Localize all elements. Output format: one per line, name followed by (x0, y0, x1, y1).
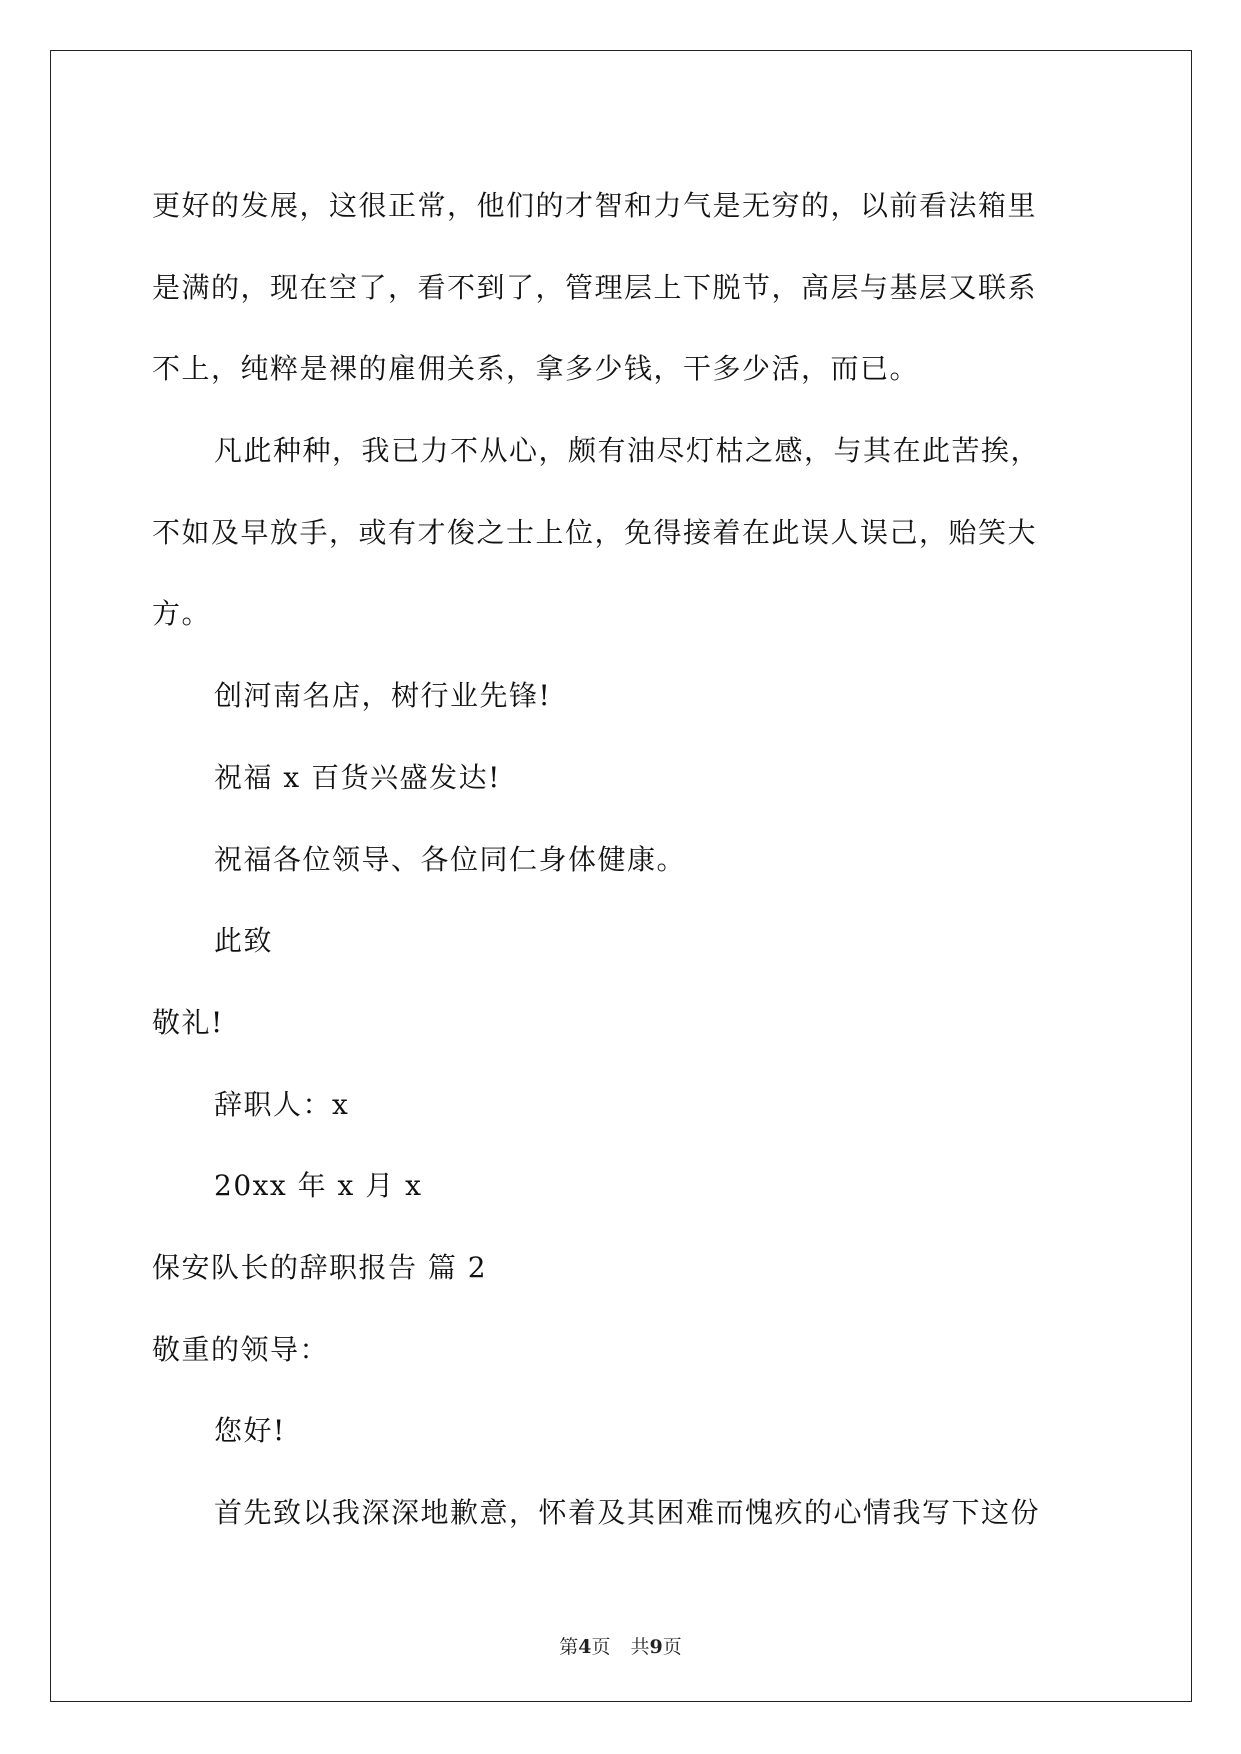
text-line: 不上，纯粹是裸的雇佣关系，拿多少钱，干多少活，而已。 (152, 352, 920, 386)
closing-salutation: 敬礼! (152, 1005, 224, 1039)
page-footer (0, 1632, 1241, 1659)
signature-date: 20xx 年 x 月 x (214, 1169, 423, 1203)
signature-name: 辞职人：x (214, 1087, 350, 1121)
text-line: 不如及早放手，或有才俊之士上位，免得接着在此误人误己，贻笑大 (152, 515, 1038, 549)
text-line: 首先致以我深深地歉意，怀着及其困难而愧疚的心情我写下这份 (214, 1496, 1041, 1529)
total-prefix: 共 (630, 1636, 650, 1658)
text-line: 创河南名店，树行业先锋! (214, 679, 552, 713)
page-prefix: 第 (559, 1636, 579, 1658)
text-line: 方。 (152, 597, 212, 631)
greeting-hello: 您好! (214, 1414, 286, 1448)
page-suffix: 页 (591, 1636, 611, 1658)
total-suffix: 页 (662, 1636, 682, 1658)
greeting: 敬重的领导： (152, 1332, 330, 1366)
closing-phrase: 此致 (214, 924, 274, 958)
text-line: 是满的，现在空了，看不到了，管理层上下脱节，高层与基层又联系 (152, 270, 1038, 304)
text-line: 祝福各位领导、各位同仁身体健康。 (214, 842, 687, 876)
text-line: 更好的发展，这很正常，他们的才智和力气是无穷的，以前看法箱里 (152, 189, 1038, 222)
text-line: 凡此种种，我已力不从心，颇有油尽灯枯之感，与其在此苦挨， (214, 434, 1041, 468)
document-body (152, 165, 1092, 1554)
section-title: 保安队长的辞职报告 篇 2 (152, 1250, 488, 1284)
current-page-number: 4 (578, 1636, 592, 1658)
total-page-count: 9 (649, 1636, 663, 1658)
text-line: 祝福 x 百货兴盛发达! (214, 760, 501, 794)
